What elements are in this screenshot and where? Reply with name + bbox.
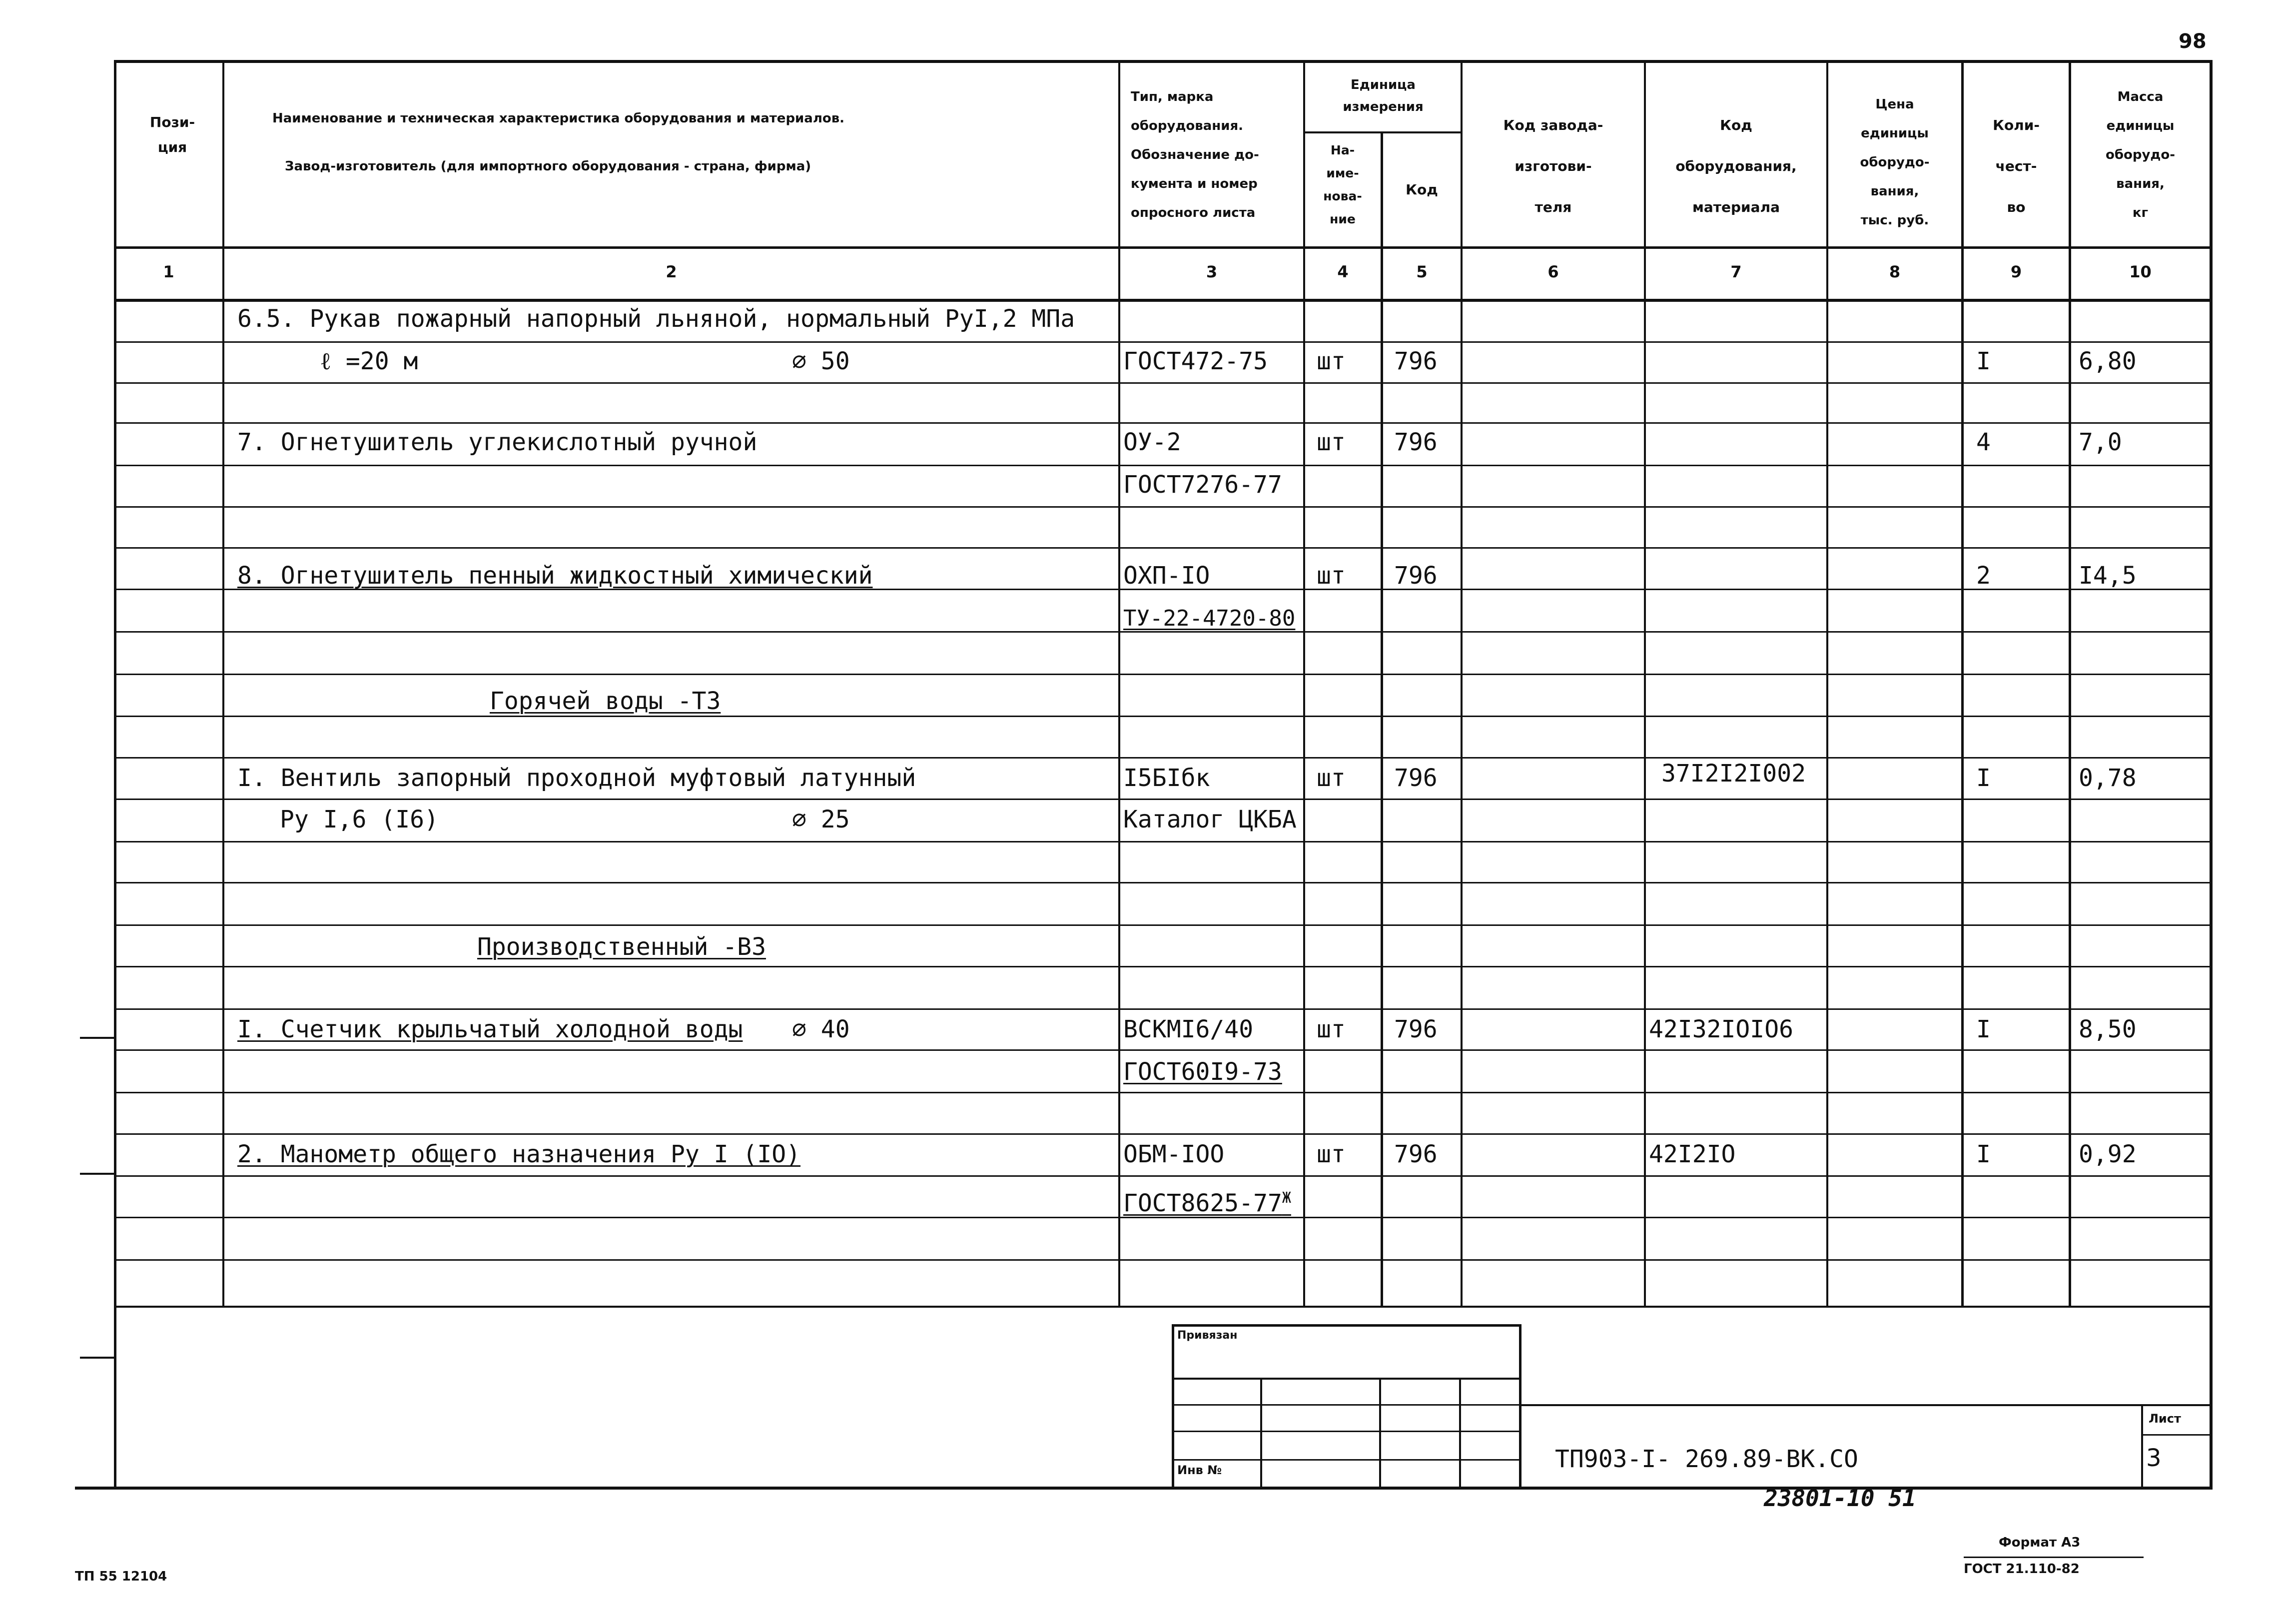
frame-top (114, 60, 2213, 63)
header-col9: Коли- чест- во (1993, 117, 2040, 215)
corner-mark: 98 (2179, 30, 2207, 53)
item-qty: I (1976, 1140, 1991, 1168)
header-col5: Код (1406, 181, 1438, 198)
item-mass: 6,80 (2079, 347, 2137, 375)
colnum-7: 7 (1730, 262, 1742, 281)
item-unit: шт (1317, 428, 1346, 456)
item-type-superscript: Ж (1282, 1189, 1291, 1207)
item-type-text: ГОСТ8625-77 (1123, 1189, 1282, 1217)
table-bottom-line (114, 1306, 2213, 1308)
item-equipment-code: 42I32IOIO6 (1649, 1015, 1793, 1043)
colnum-10: 10 (2129, 262, 2152, 281)
item-type (1123, 1183, 1291, 1218)
colnum-9: 9 (2010, 262, 2022, 281)
item-unit: шт (1317, 347, 1346, 375)
row-line (114, 757, 2213, 759)
format-underline (1964, 1557, 2144, 1558)
colnum-3: 3 (1206, 262, 1218, 281)
stamp-privyazan: Привязан (1177, 1329, 1238, 1342)
colnum-8: 8 (1889, 262, 1901, 281)
item-name: 8. Огнетушитель пенный жидкостный химический (237, 562, 873, 590)
colnum-1: 1 (163, 262, 174, 281)
row-line (114, 1092, 2213, 1093)
item-mass: 0,78 (2079, 764, 2137, 792)
item-name: I. Счетчик крыльчатый холодной воды (237, 1015, 743, 1043)
row-line (114, 422, 2213, 424)
item-name: 6.5. Рукав пожарный напорный льняной, нормальный РуI,2 МПа (237, 305, 1075, 333)
item-qty: 4 (1976, 428, 1991, 456)
item-type: ГОСТ472-75 (1123, 347, 1268, 375)
stamp-doc-code: ТП903-I- 269.89-ВК.СО (1555, 1445, 1858, 1473)
item-unit: шт (1317, 764, 1346, 792)
numbers-bottom (114, 299, 2213, 302)
margin-tick (80, 1173, 115, 1175)
header-col2-line2: Завод-изготовитель (для импортного оборудования - страна, фирма) (285, 159, 811, 174)
item-equipment-code: 42I2IO (1649, 1140, 1736, 1168)
stamp-line (1519, 1404, 2213, 1406)
row-line (114, 547, 2213, 549)
stamp-line (1172, 1324, 1521, 1327)
row-line (114, 924, 2213, 926)
item-unit-code: 796 (1394, 562, 1438, 590)
item-equipment-code: 37I2I2I002 (1661, 760, 1806, 788)
item-type: ТУ-22-4720-80 (1123, 606, 1296, 631)
colnum-4: 4 (1337, 262, 1349, 281)
col-sep (1381, 132, 1383, 1307)
item-name: Ру I,6 (I6) (280, 806, 439, 833)
colnum-6: 6 (1547, 262, 1559, 281)
stamp-line (1172, 1378, 1521, 1380)
item-type: I5БIбк (1123, 764, 1210, 792)
row-line (114, 465, 2213, 466)
margin-tick (80, 1037, 115, 1039)
stamp-sheet-label: Лист (2149, 1412, 2181, 1426)
row-line (114, 1175, 2213, 1177)
item-unit-code: 796 (1394, 1015, 1438, 1043)
item-unit: шт (1317, 562, 1346, 590)
item-type: ГОСТ60I9-73 (1123, 1058, 1282, 1086)
row-line (114, 882, 2213, 883)
item-type: ОУ-2 (1123, 428, 1181, 456)
row-line (114, 1133, 2213, 1135)
row-line (114, 382, 2213, 384)
row-line (114, 716, 2213, 717)
section-title-industrial: Производственный -В3 (477, 933, 766, 961)
item-type: Каталог ЦКБА (1123, 806, 1297, 833)
item-unit: шт (1317, 1140, 1346, 1168)
header-col2-line1: Наименование и техническая характеристика оборудования и материалов. (272, 111, 845, 126)
stamp-line (2141, 1404, 2143, 1489)
stamp-sheet-number: 3 (2146, 1444, 2162, 1472)
item-type: ОБМ-IOO (1123, 1140, 1225, 1168)
header-col4: На- име- нова- ние (1323, 143, 1362, 226)
stamp-line (1172, 1324, 1174, 1489)
header-unit-group: Единица измерения (1343, 77, 1424, 114)
item-name: ℓ =20 м (320, 347, 418, 375)
row-line (114, 966, 2213, 967)
stamp-line (2141, 1434, 2213, 1436)
colnum-2: 2 (666, 262, 677, 281)
stamp-inv-no: Инв № (1177, 1463, 1222, 1477)
item-unit-code: 796 (1394, 764, 1438, 792)
item-diameter: ⌀ 50 (792, 347, 850, 375)
format-label: Формат А3 (1999, 1535, 2081, 1550)
stamp-line (1519, 1324, 1521, 1489)
item-unit-code: 796 (1394, 1140, 1438, 1168)
row-line (114, 1008, 2213, 1010)
item-unit-code: 796 (1394, 347, 1438, 375)
header-col6: Код завода- изготови- теля (1503, 117, 1603, 215)
stamp-line (1459, 1378, 1461, 1488)
item-name: 2. Манометр общего назначения Ру I (IO) (237, 1140, 801, 1168)
item-mass: 0,92 (2079, 1140, 2137, 1168)
bottom-left-label: ТП 55 12104 (75, 1569, 167, 1584)
row-line (114, 1049, 2213, 1051)
section-title-hot-water: Горячей воды -Т3 (490, 687, 721, 715)
row-line (114, 1259, 2213, 1261)
item-type: ВСКМI6/40 (1123, 1015, 1254, 1043)
stamp-line (1172, 1404, 1521, 1406)
item-unit-code: 796 (1394, 428, 1438, 456)
header-col3: Тип, марка оборудования. Обозначение до- кумента и номер опросного листа (1131, 89, 1259, 220)
stamp-line (1172, 1459, 1521, 1461)
item-unit: шт (1317, 1015, 1346, 1043)
item-mass: I4,5 (2079, 562, 2137, 590)
item-name: I. Вентиль запорный проходной муфтовый латунный (237, 764, 916, 792)
item-qty: 2 (1976, 562, 1991, 590)
item-qty: I (1976, 1015, 1991, 1043)
item-type: ОХП-IO (1123, 562, 1210, 590)
item-type: ГОСТ7276-77 (1123, 471, 1282, 499)
margin-tick (80, 1357, 115, 1359)
stamp-line (1172, 1431, 1521, 1432)
unit-group-line (1303, 131, 1463, 133)
item-mass: 8,50 (2079, 1015, 2137, 1043)
header-col1: Пози- ция (149, 114, 195, 155)
item-mass: 7,0 (2079, 428, 2122, 456)
item-name: 7. Огнетушитель углекислотный ручной (237, 428, 758, 456)
item-qty: I (1976, 764, 1991, 792)
item-diameter: ⌀ 40 (792, 1015, 850, 1043)
item-qty: I (1976, 347, 1991, 375)
row-line (114, 674, 2213, 675)
archive-number: 23801-10 51 (1764, 1485, 1916, 1512)
stamp-line (1260, 1378, 1262, 1488)
gost-label: ГОСТ 21.110-82 (1964, 1562, 2080, 1577)
frame-right (2210, 60, 2213, 1489)
header-bottom (114, 246, 2213, 249)
header-col7: Код оборудования, материала (1675, 117, 1797, 215)
header-col8: Цена единицы оборудо- вания, тыс. руб. (1860, 97, 1930, 228)
colnum-5: 5 (1416, 262, 1428, 281)
row-line (114, 506, 2213, 508)
row-line (114, 799, 2213, 800)
header-col10: Масса единицы оборудо- вания, кг (2105, 89, 2176, 220)
row-line (114, 841, 2213, 842)
row-line (114, 341, 2213, 343)
item-diameter: ⌀ 25 (792, 806, 850, 833)
stamp-line (1379, 1378, 1381, 1488)
